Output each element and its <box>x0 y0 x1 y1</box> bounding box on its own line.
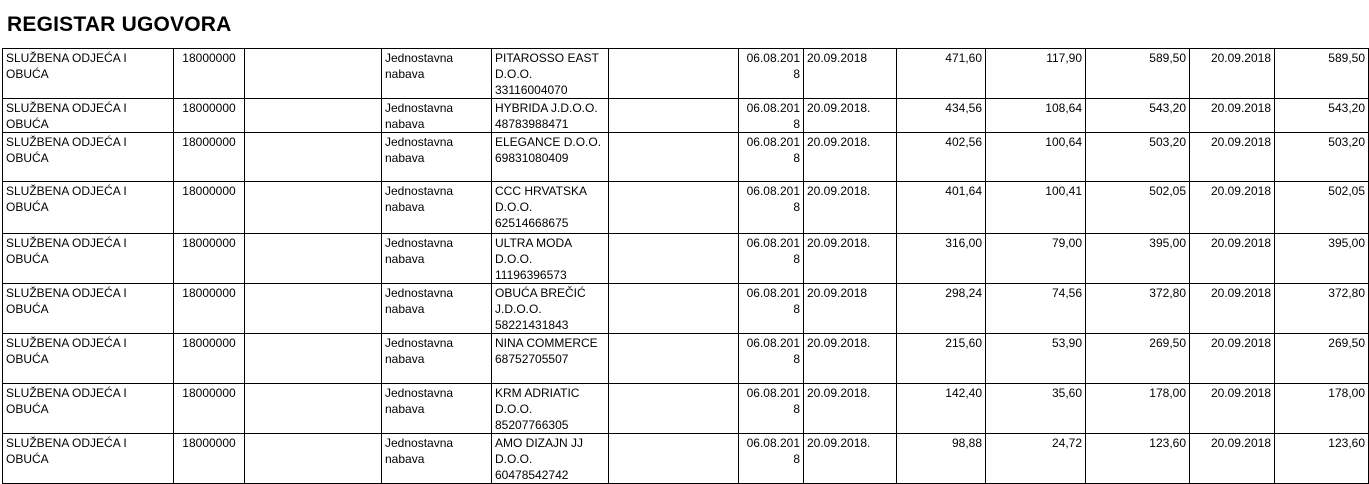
supplier-cell: OBUĆA BREČIĆ J.D.O.O. 58221431843 <box>492 284 609 334</box>
supplier-cell: CCC HRVATSKA D.O.O. 62514668675 <box>492 182 609 234</box>
contract-date-cell: 06.08.2018 <box>739 384 804 434</box>
amount-gross-cell: 543,20 <box>1086 99 1190 133</box>
amount-net-cell: 98,88 <box>897 434 986 484</box>
amount-net-cell: 298,24 <box>897 284 986 334</box>
procedure-cell: Jednostavna nabava <box>382 234 492 284</box>
subject-cell: SLUŽBENA ODJEĆA I OBUĆA <box>3 284 174 334</box>
subject-cell: SLUŽBENA ODJEĆA I OBUĆA <box>3 49 174 99</box>
amount-gross-cell: 123,60 <box>1086 434 1190 484</box>
empty-cell <box>609 49 739 99</box>
total-paid-cell: 372,80 <box>1275 284 1369 334</box>
vat-cell: 100,41 <box>986 182 1086 234</box>
subject-cell: SLUŽBENA ODJEĆA I OBUĆA <box>3 384 174 434</box>
procedure-cell: Jednostavna nabava <box>382 384 492 434</box>
contract-date-cell: 06.08.2018 <box>739 99 804 133</box>
procedure-cell: Jednostavna nabava <box>382 49 492 99</box>
total-paid-cell: 503,20 <box>1275 133 1369 182</box>
amount-net-cell: 316,00 <box>897 234 986 284</box>
empty-cell <box>245 133 382 182</box>
empty-cell <box>245 384 382 434</box>
table-row <box>3 334 1369 384</box>
empty-cell <box>245 182 382 234</box>
supplier-cell: PITAROSSO EAST D.O.O. 33116004070 <box>492 49 609 99</box>
amount-net-cell: 142,40 <box>897 384 986 434</box>
amount-net-cell: 434,56 <box>897 99 986 133</box>
total-paid-cell: 269,50 <box>1275 334 1369 384</box>
supplier-cell: HYBRIDA J.D.O.O. 48783988471 <box>492 99 609 133</box>
supplier-cell: ULTRA MODA D.O.O. 11196396573 <box>492 234 609 284</box>
amount-net-cell: 471,60 <box>897 49 986 99</box>
deadline-cell: 20.09.2018. <box>804 99 897 133</box>
cpv-cell: 18000000 <box>174 133 245 182</box>
vat-cell: 79,00 <box>986 234 1086 284</box>
cpv-cell: 18000000 <box>174 49 245 99</box>
subject-cell: SLUŽBENA ODJEĆA I OBUĆA <box>3 182 174 234</box>
completion-date-cell: 20.09.2018 <box>1190 99 1275 133</box>
deadline-cell: 20.09.2018 <box>804 284 897 334</box>
completion-date-cell: 20.09.2018 <box>1190 133 1275 182</box>
vat-cell: 117,90 <box>986 49 1086 99</box>
procedure-cell: Jednostavna nabava <box>382 99 492 133</box>
amount-gross-cell: 372,80 <box>1086 284 1190 334</box>
supplier-cell: NINA COMMERCE 68752705507 <box>492 334 609 384</box>
amount-gross-cell: 589,50 <box>1086 49 1190 99</box>
contract-date-cell: 06.08.2018 <box>739 182 804 234</box>
supplier-cell: AMO DIZAJN JJ D.O.O. 60478542742 <box>492 434 609 484</box>
cpv-cell: 18000000 <box>174 99 245 133</box>
cpv-cell: 18000000 <box>174 182 245 234</box>
completion-date-cell: 20.09.2018 <box>1190 182 1275 234</box>
contract-date-cell: 06.08.2018 <box>739 284 804 334</box>
deadline-cell: 20.09.2018. <box>804 334 897 384</box>
total-paid-cell: 395,00 <box>1275 234 1369 284</box>
page-title: REGISTAR UGOVORA <box>7 13 232 36</box>
vat-cell: 53,90 <box>986 334 1086 384</box>
procedure-cell: Jednostavna nabava <box>382 334 492 384</box>
total-paid-cell: 589,50 <box>1275 49 1369 99</box>
supplier-cell: KRM ADRIATIC D.O.O. 85207766305 <box>492 384 609 434</box>
empty-cell <box>609 284 739 334</box>
amount-gross-cell: 269,50 <box>1086 334 1190 384</box>
cpv-cell: 18000000 <box>174 434 245 484</box>
amount-gross-cell: 178,00 <box>1086 384 1190 434</box>
amount-net-cell: 402,56 <box>897 133 986 182</box>
contract-date-cell: 06.08.2018 <box>739 49 804 99</box>
empty-cell <box>609 434 739 484</box>
deadline-cell: 20.09.2018. <box>804 182 897 234</box>
deadline-cell: 20.09.2018 <box>804 49 897 99</box>
cpv-cell: 18000000 <box>174 234 245 284</box>
vat-cell: 108,64 <box>986 99 1086 133</box>
table-row <box>3 284 1369 334</box>
vat-cell: 35,60 <box>986 384 1086 434</box>
deadline-cell: 20.09.2018. <box>804 133 897 182</box>
table-row <box>3 133 1369 182</box>
empty-cell <box>609 334 739 384</box>
procedure-cell: Jednostavna nabava <box>382 434 492 484</box>
subject-cell: SLUŽBENA ODJEĆA I OBUĆA <box>3 99 174 133</box>
completion-date-cell: 20.09.2018 <box>1190 234 1275 284</box>
supplier-cell: ELEGANCE D.O.O. 69831080409 <box>492 133 609 182</box>
empty-cell <box>609 182 739 234</box>
contract-date-cell: 06.08.2018 <box>739 434 804 484</box>
empty-cell <box>609 133 739 182</box>
amount-gross-cell: 503,20 <box>1086 133 1190 182</box>
procedure-cell: Jednostavna nabava <box>382 284 492 334</box>
table-row <box>3 49 1369 99</box>
empty-cell <box>609 99 739 133</box>
empty-cell <box>609 384 739 434</box>
subject-cell: SLUŽBENA ODJEĆA I OBUĆA <box>3 334 174 384</box>
empty-cell <box>245 99 382 133</box>
procedure-cell: Jednostavna nabava <box>382 182 492 234</box>
total-paid-cell: 123,60 <box>1275 434 1369 484</box>
vat-cell: 100,64 <box>986 133 1086 182</box>
completion-date-cell: 20.09.2018 <box>1190 434 1275 484</box>
contract-date-cell: 06.08.2018 <box>739 133 804 182</box>
empty-cell <box>245 434 382 484</box>
table-row <box>3 99 1369 133</box>
vat-cell: 24,72 <box>986 434 1086 484</box>
empty-cell <box>245 49 382 99</box>
subject-cell: SLUŽBENA ODJEĆA I OBUĆA <box>3 133 174 182</box>
amount-net-cell: 401,64 <box>897 182 986 234</box>
table-row <box>3 434 1369 484</box>
completion-date-cell: 20.09.2018 <box>1190 49 1275 99</box>
empty-cell <box>245 234 382 284</box>
cpv-cell: 18000000 <box>174 334 245 384</box>
table-row <box>3 384 1369 434</box>
contract-date-cell: 06.08.2018 <box>739 234 804 284</box>
empty-cell <box>609 234 739 284</box>
empty-cell <box>245 334 382 384</box>
table-row <box>3 234 1369 284</box>
cpv-cell: 18000000 <box>174 384 245 434</box>
amount-gross-cell: 502,05 <box>1086 182 1190 234</box>
deadline-cell: 20.09.2018. <box>804 434 897 484</box>
total-paid-cell: 178,00 <box>1275 384 1369 434</box>
completion-date-cell: 20.09.2018 <box>1190 334 1275 384</box>
completion-date-cell: 20.09.2018 <box>1190 284 1275 334</box>
deadline-cell: 20.09.2018. <box>804 234 897 284</box>
empty-cell <box>245 284 382 334</box>
deadline-cell: 20.09.2018. <box>804 384 897 434</box>
contracts-table <box>2 48 1369 484</box>
cpv-cell: 18000000 <box>174 284 245 334</box>
total-paid-cell: 502,05 <box>1275 182 1369 234</box>
amount-net-cell: 215,60 <box>897 334 986 384</box>
table-row <box>3 182 1369 234</box>
completion-date-cell: 20.09.2018 <box>1190 384 1275 434</box>
amount-gross-cell: 395,00 <box>1086 234 1190 284</box>
total-paid-cell: 543,20 <box>1275 99 1369 133</box>
vat-cell: 74,56 <box>986 284 1086 334</box>
subject-cell: SLUŽBENA ODJEĆA I OBUĆA <box>3 234 174 284</box>
contract-date-cell: 06.08.2018 <box>739 334 804 384</box>
subject-cell: SLUŽBENA ODJEĆA I OBUĆA <box>3 434 174 484</box>
procedure-cell: Jednostavna nabava <box>382 133 492 182</box>
